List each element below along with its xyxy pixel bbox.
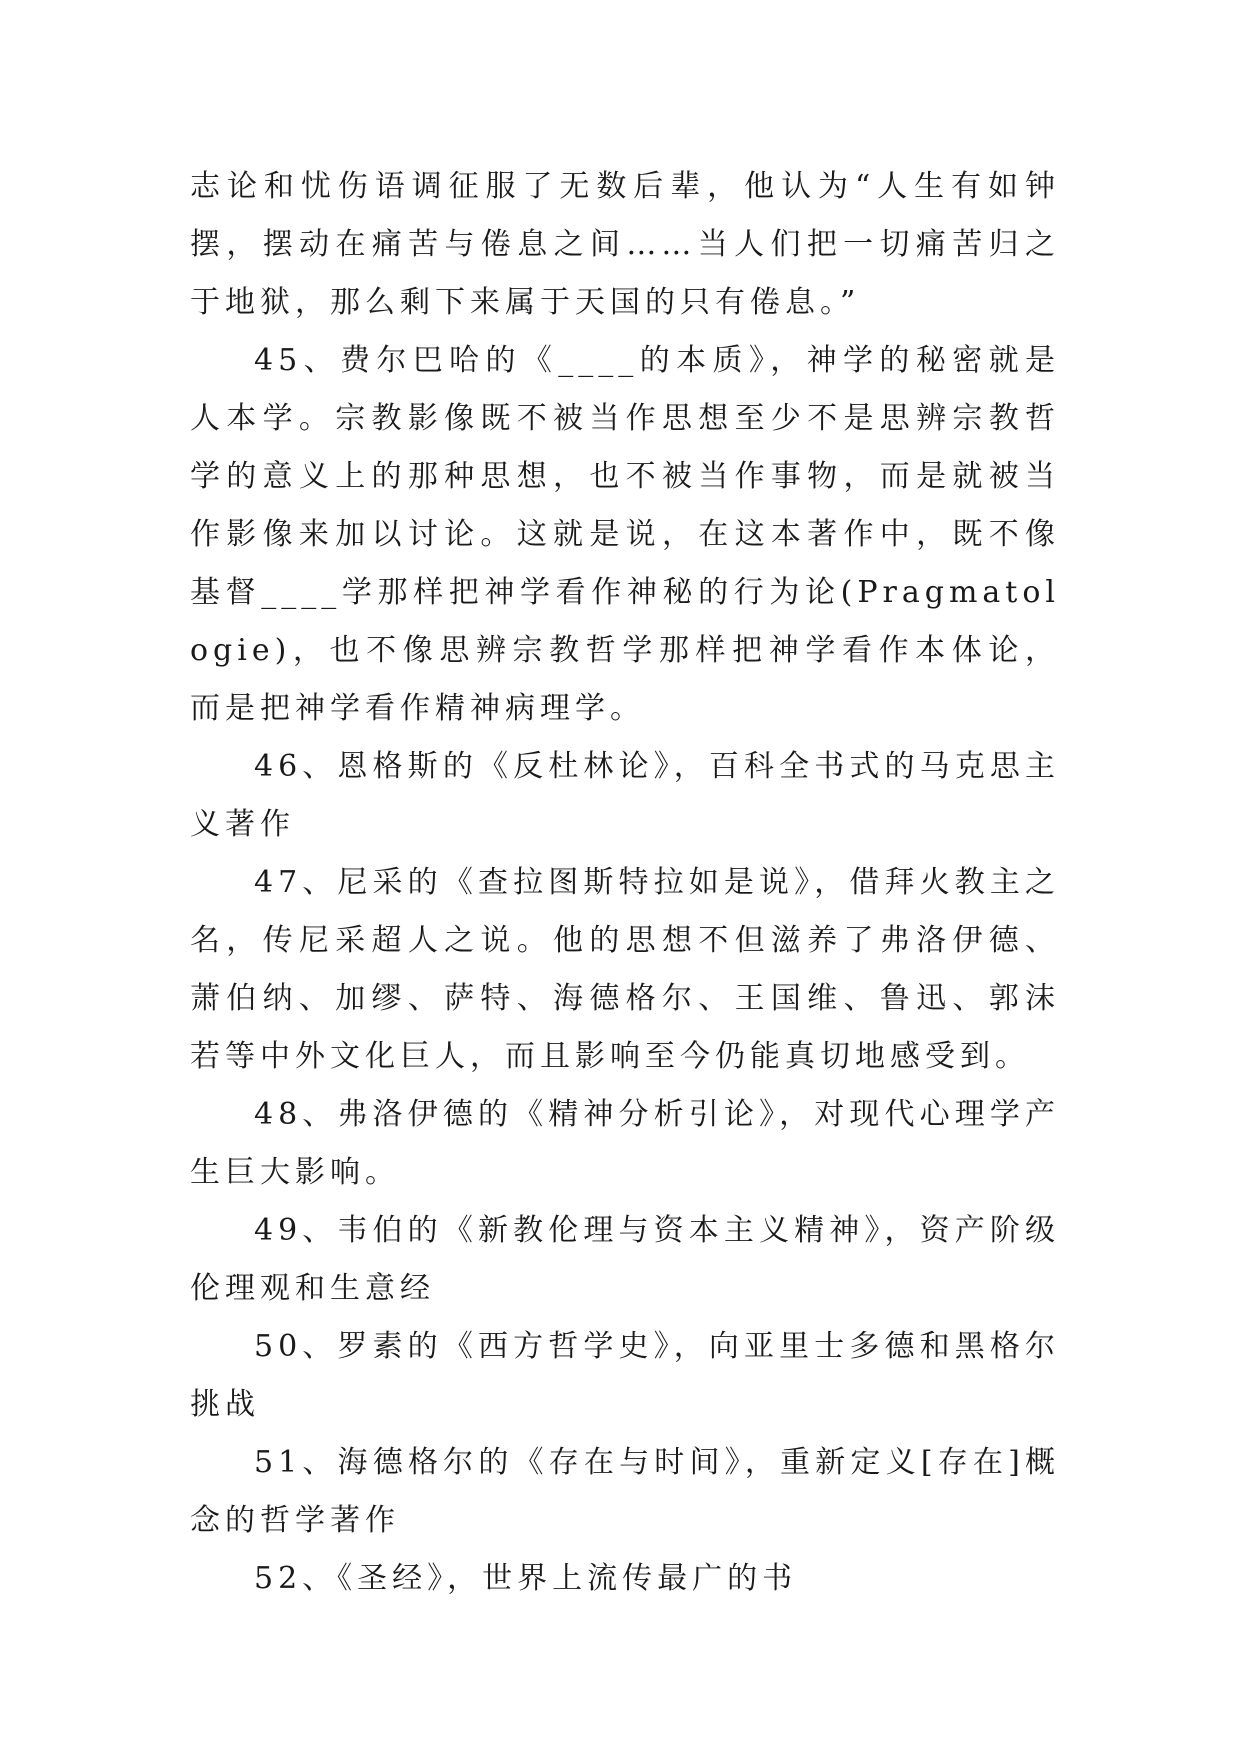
paragraph-item-49: 49、韦伯的《新教伦理与资本主义精神》，资产阶级伦理观和生意经: [190, 1213, 1060, 1306]
paragraph-item-48: 48、弗洛伊德的《精神分析引论》，对现代心理学产生巨大影响。: [190, 1097, 1060, 1190]
paragraph-item-50: 50、罗素的《西方哲学史》，向亚里士多德和黑格尔挑战: [190, 1329, 1060, 1422]
paragraph-item-51: 51、海德格尔的《存在与时间》，重新定义[存在]概念的哲学著作: [190, 1445, 1060, 1538]
paragraph-item-52: 52、《圣经》，世界上流传最广的书: [254, 1561, 798, 1596]
paragraph-item-45: 45、费尔巴哈的《____的本质》，神学的秘密就是人本学。宗教影像既不被当作思想至少不是思辨宗教哲学的意义上的那种思想，也不被当作事物，而是就被当作影像来加以讨论。这就是说，在这本著作中，既不像基督____学那样把神学看作神秘的行为论(Pragmatologie)，也不像思辨宗教哲学那样把神学看作本体论，而是把神学看作精神病理学。: [190, 343, 1060, 726]
document-body: [190, 158, 1060, 1608]
paragraph-item-47: 47、尼采的《查拉图斯特拉如是说》，借拜火教主之名，传尼采超人之说。他的思想不但滋养了弗洛伊德、萧伯纳、加缪、萨特、海德格尔、王国维、鲁迅、郭沫若等中外文化巨人，而且影响至今仍能真切地感受到。: [190, 865, 1060, 1074]
paragraph-continuation: 志论和忧伤语调征服了无数后辈，他认为“人生有如钟摆，摆动在痛苦与倦息之间……当人们把一切痛苦归之于地狱，那么剩下来属于天国的只有倦息。”: [190, 169, 1060, 320]
paragraph-item-46: 46、恩格斯的《反杜林论》，百科全书式的马克思主义著作: [190, 749, 1060, 842]
